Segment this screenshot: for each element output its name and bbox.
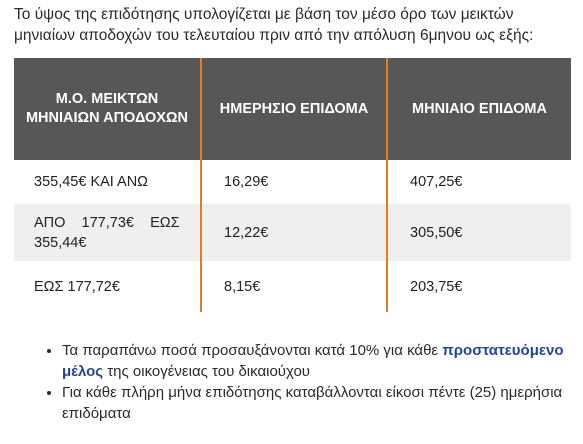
table-row bbox=[14, 262, 571, 312]
table-header-row bbox=[14, 58, 571, 160]
header-monthly-benefit: ΜΗΝΙΑΙΟ ΕΠΙΔΟΜΑ bbox=[387, 58, 571, 160]
notes-list bbox=[14, 340, 574, 424]
cell-monthly: 305,50€ bbox=[387, 204, 571, 262]
protected-member-link[interactable]: προστατευόμενο μέλος bbox=[62, 342, 564, 380]
table-row bbox=[14, 160, 571, 204]
table-row bbox=[14, 204, 571, 262]
header-daily-benefit: ΗΜΕΡΗΣΙΟ ΕΠΙΔΟΜΑ bbox=[201, 58, 387, 160]
cell-daily: 8,15€ bbox=[201, 262, 387, 312]
cell-earnings: 355,45€ ΚΑΙ ΑΝΩ bbox=[14, 160, 201, 204]
benefit-table bbox=[14, 58, 571, 312]
cell-monthly: 407,25€ bbox=[387, 160, 571, 204]
list-item: • Για κάθε πλήρη μήνα επιδότησης καταβάλλονται είκοσι πέντε (25) ημερήσια επιδόματα bbox=[62, 382, 574, 424]
note-text: Τα παραπάνω ποσά προσαυξάνονται κατά 10% για κάθε bbox=[62, 342, 443, 359]
list-item bbox=[62, 340, 574, 382]
intro-paragraph: Το ύψος της επιδότησης υπολογίζεται με βάση τον μέσο όρο των μεικτών μηνιαίων αποδοχών του τελευταίου πριν από την απόλυση 6μηνου ως εξής: bbox=[14, 6, 534, 44]
header-average-earnings: Μ.Ο. ΜΕΙΚΤΩΝ ΜΗΝΙΑΙΩΝ ΑΠΟΔΟΧΩΝ bbox=[14, 58, 201, 160]
cell-daily: 12,22€ bbox=[201, 204, 387, 262]
cell-earnings: ΕΩΣ 177,72€ bbox=[14, 262, 201, 312]
cell-daily: 16,29€ bbox=[201, 160, 387, 204]
cell-earnings: ΑΠΟ 177,73€ ΕΩΣ 355,44€ bbox=[14, 204, 201, 262]
cell-monthly: 203,75€ bbox=[387, 262, 571, 312]
note-text: της οικογένειας του δικαιούχου bbox=[103, 363, 311, 380]
